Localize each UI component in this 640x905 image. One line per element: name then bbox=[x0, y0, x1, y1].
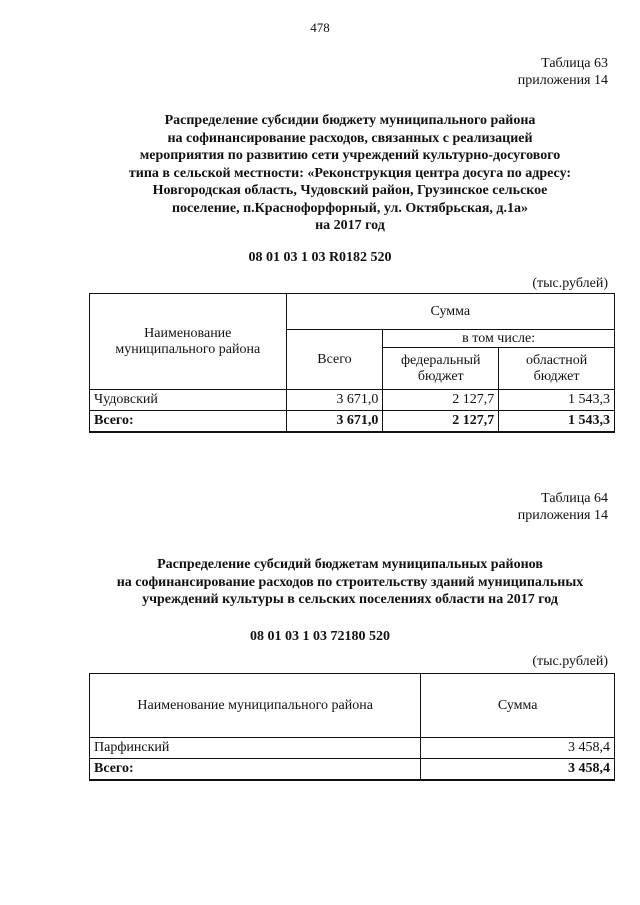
row-regional: 1 543,3 bbox=[499, 390, 615, 411]
table63-header-name: Наименование муниципального района bbox=[90, 294, 287, 390]
table63-title-line: на софинансирование расходов, связанных с реализацией bbox=[167, 130, 533, 146]
table63-ref-line1: Таблица 63 bbox=[541, 56, 608, 71]
row-district-name: Чудовский bbox=[90, 390, 287, 411]
table63-title-line: Новгородская область, Чудовский район, Грузинское сельское bbox=[152, 183, 548, 198]
row-sum: 3 458,4 bbox=[421, 738, 615, 759]
table64-budget-code: 08 01 03 1 03 72180 520 bbox=[250, 629, 390, 644]
table64-reference bbox=[518, 490, 608, 524]
table64-title bbox=[60, 556, 640, 609]
table63-title-line: мероприятия по развитию сети учреждений культурно-досугового bbox=[139, 148, 561, 163]
row-total: 3 671,0 bbox=[286, 390, 383, 411]
table64-header-row bbox=[90, 674, 615, 738]
table63-ref-line2: приложения 14 bbox=[517, 73, 608, 88]
table63-title-line: Распределение субсидии бюджету муниципального района bbox=[164, 113, 536, 128]
table63-budget-code: 08 01 03 1 03 R0182 520 bbox=[248, 250, 392, 265]
table63-total-row bbox=[90, 411, 615, 432]
table64-header-name: Наименование муниципального района bbox=[90, 674, 421, 738]
table64-title-line: учреждений культуры в сельских поселениях области на 2017 год bbox=[142, 592, 558, 607]
table-row bbox=[90, 738, 615, 759]
table64-units: (тыс.рублей) bbox=[532, 654, 608, 669]
table64-title-line: на софинансирование расходов по строительству зданий муниципальных bbox=[116, 574, 584, 590]
table63-header-federal: федеральный бюджет bbox=[383, 348, 499, 390]
row-district-name: Парфинский bbox=[90, 738, 421, 759]
table63-reference bbox=[518, 55, 608, 89]
table63 bbox=[89, 293, 615, 433]
total-federal: 2 127,7 bbox=[383, 411, 499, 432]
table64-title-line: Распределение субсидий бюджетам муниципальных районов bbox=[157, 557, 543, 572]
table63-title-line: поселение, п.Краснофорфорный, ул. Октябрьская, д.1а» bbox=[171, 200, 528, 216]
table63-header-regional: областной бюджет bbox=[499, 348, 615, 390]
table64-total-row bbox=[90, 759, 615, 780]
table-row bbox=[90, 390, 615, 411]
table64-ref-line1: Таблица 64 bbox=[541, 491, 608, 506]
table63-header-row bbox=[90, 294, 615, 330]
table64 bbox=[89, 673, 615, 781]
table64-header-sum: Сумма bbox=[421, 674, 615, 738]
row-federal: 2 127,7 bbox=[383, 390, 499, 411]
total-value: 3 671,0 bbox=[286, 411, 383, 432]
total-label: Всего: bbox=[90, 759, 421, 780]
page-number: 478 bbox=[310, 20, 330, 35]
table63-title-line: на 2017 год bbox=[315, 218, 385, 233]
total-label: Всего: bbox=[90, 411, 287, 432]
table63-title-line: типа в сельской местности: «Реконструкция центра досуга по адресу: bbox=[128, 165, 572, 181]
table64-ref-line2: приложения 14 bbox=[517, 508, 608, 523]
total-value: 3 458,4 bbox=[421, 759, 615, 780]
table63-units: (тыс.рублей) bbox=[532, 276, 608, 291]
table63-header-including: в том числе: bbox=[383, 330, 615, 348]
total-regional: 1 543,3 bbox=[499, 411, 615, 432]
table63-header-total: Всего bbox=[286, 330, 383, 390]
table63-header-sum: Сумма bbox=[286, 294, 614, 330]
table63-title bbox=[60, 112, 640, 235]
